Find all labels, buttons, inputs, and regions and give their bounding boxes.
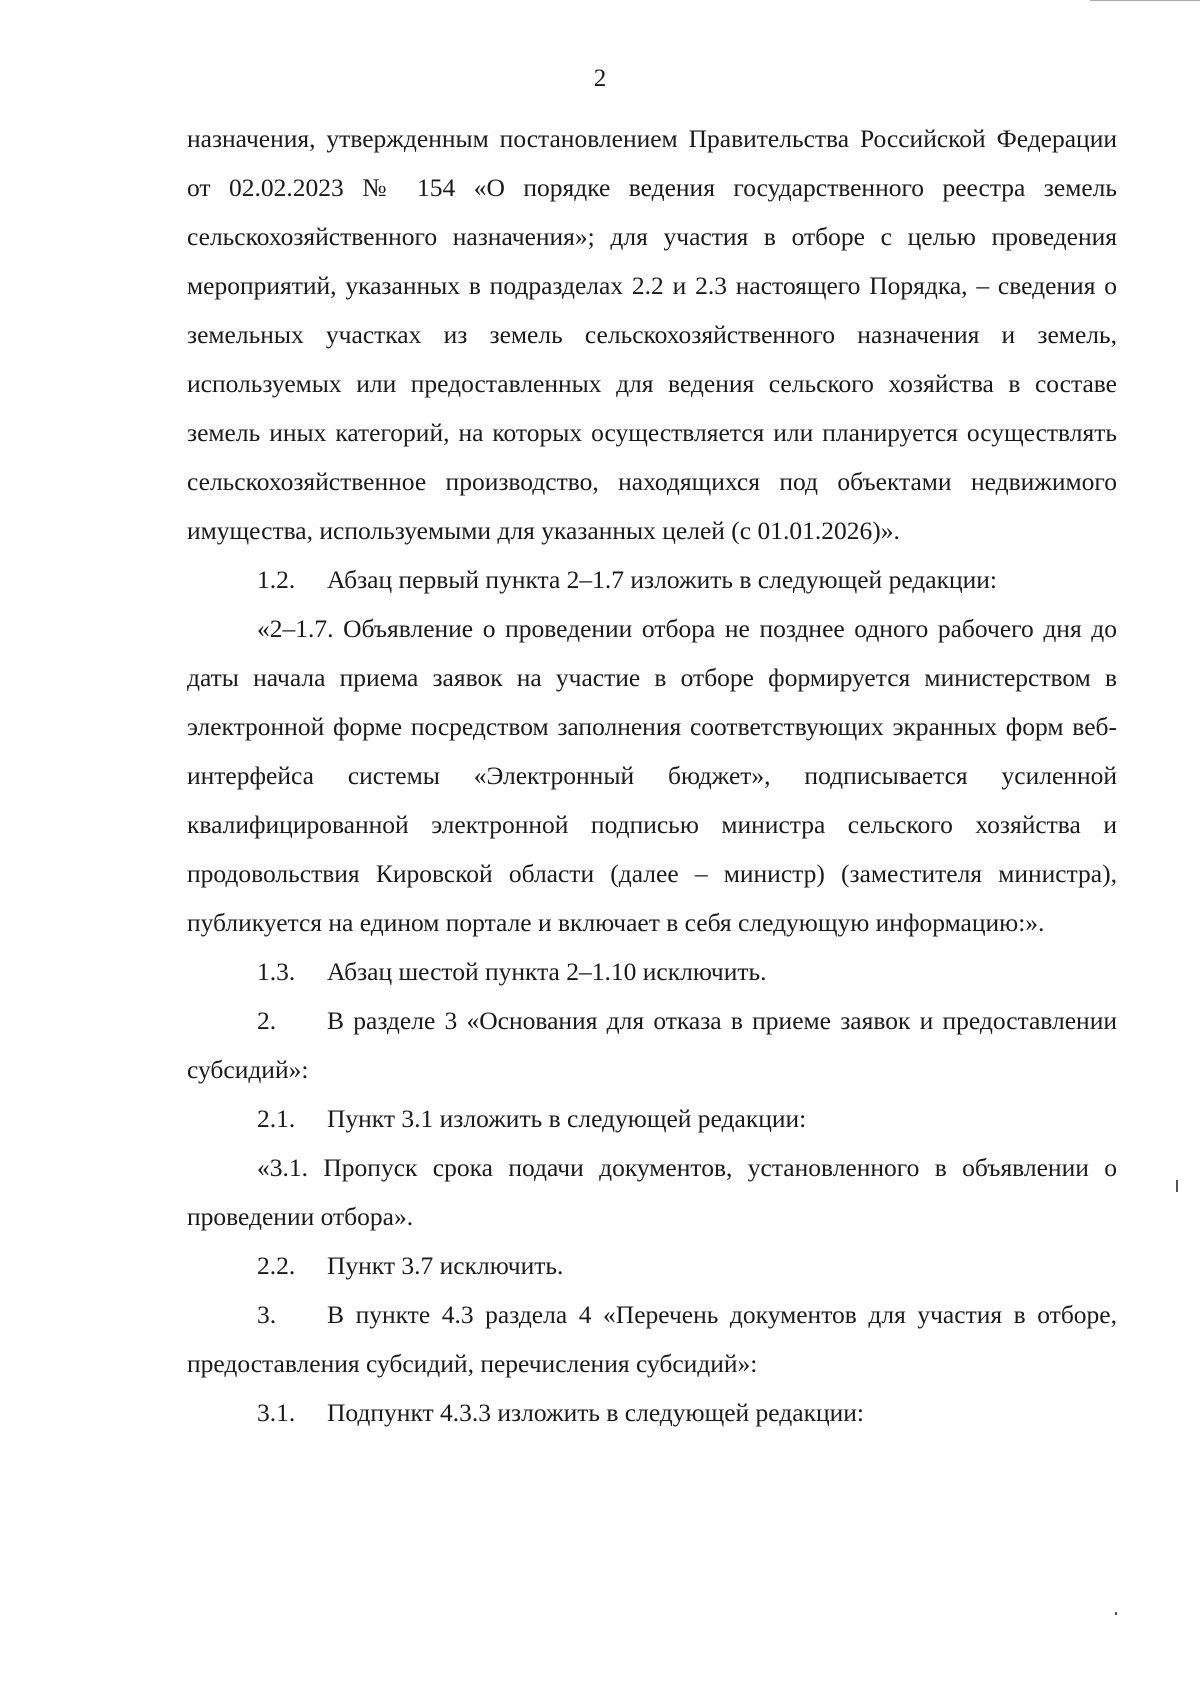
paragraph-item-3	[187, 1290, 1117, 1388]
paragraph-quote-3-1	[187, 1143, 1117, 1241]
paragraph-text: В разделе 3 «Основания для отказа в приеме заявок и предоставлении субсидий»:	[187, 1006, 1117, 1084]
paragraph-number: 2.2.	[257, 1251, 296, 1280]
paragraph-text: Подпункт 4.3.3 изложить в следующей редакции:	[327, 1398, 864, 1427]
paragraph-number: 3.	[257, 1300, 277, 1329]
paragraph-text: Пункт 3.7 исключить.	[327, 1251, 564, 1280]
paragraph-text: Абзац шестой пункта 2–1.10 исключить.	[327, 957, 767, 986]
paragraph-item-2	[187, 996, 1117, 1094]
scan-artifact-dot	[1115, 1612, 1117, 1615]
paragraph-number: 1.3.	[257, 957, 296, 986]
page-number: 2	[593, 65, 607, 92]
paragraph-text: «3.1. Пропуск срока подачи документов, установленного в объявлении о проведении отбора».	[187, 1153, 1117, 1231]
scan-artifact-line	[1090, 0, 1200, 1]
paragraph-text: Абзац первый пункта 2–1.7 изложить в следующей редакции:	[327, 565, 998, 594]
document-body	[187, 114, 1117, 1437]
paragraph-number: 3.1.	[257, 1398, 296, 1427]
scan-artifact-dot	[1176, 1180, 1178, 1192]
paragraph-text: назначения, утвержденным постановлением Правительства Российской Федерации от 02.02.2023 № 154 «О порядке ведения государственного реестра земель сельскохозяйственного назначения»; для участия в отборе с целью проведения мероприятий, указанных в подразделах 2.2 и 2.3 настоящего Порядка, – сведения о земельных участках из земель сельскохозяйственного назначения и земель, используемых или предоставленных для ведения сельского хозяйства в составе земель иных категорий, на которых осуществляется или планируется осуществлять сельскохозяйственное производство, находящихся под объектами недвижимого имущества, используемыми для указанных целей (с 01.01.2026)».	[187, 124, 1117, 545]
paragraph-item-2-2	[187, 1241, 1117, 1290]
paragraph-number: 1.2.	[257, 565, 296, 594]
paragraph-number: 2.	[257, 1006, 277, 1035]
paragraph-item-2-1	[187, 1094, 1117, 1143]
paragraph-quote-2-1-7	[187, 604, 1117, 947]
paragraph-text: В пункте 4.3 раздела 4 «Перечень документов для участия в отборе, предоставления субсидий, перечисления субсидий»:	[187, 1300, 1117, 1378]
paragraph-item-3-1	[187, 1388, 1117, 1437]
paragraph-text: Пункт 3.1 изложить в следующей редакции:	[327, 1104, 807, 1133]
paragraph-item-1-2	[187, 555, 1117, 604]
paragraph-continuation	[187, 114, 1117, 555]
paragraph-number: 2.1.	[257, 1104, 296, 1133]
paragraph-text: «2–1.7. Объявление о проведении отбора не позднее одного рабочего дня до даты начала приема заявок на участие в отборе формируется министерством в электронной форме посредством заполнения соответствующих экранных форм веб-интерфейса системы «Электронный бюджет», подписывается усиленной квалифицированной электронной подписью министра сельского хозяйства и продовольствия Кировской области (далее – министр) (заместителя министра), публикуется на едином портале и включает в себя следующую информацию:».	[187, 614, 1117, 937]
paragraph-item-1-3	[187, 947, 1117, 996]
